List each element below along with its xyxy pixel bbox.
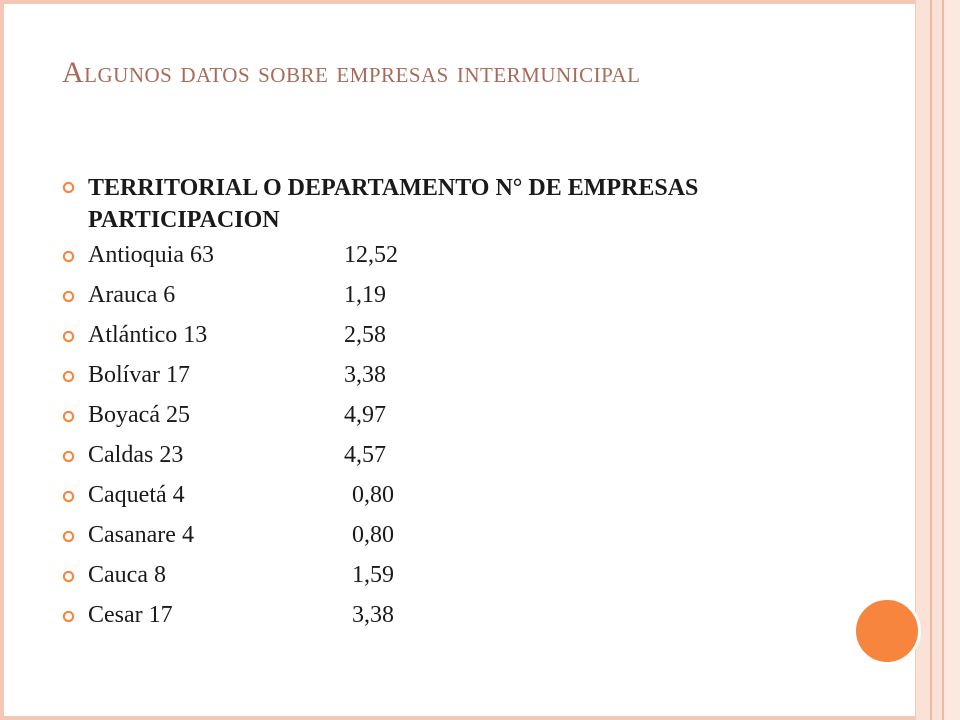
department-count: Caldas 23	[88, 442, 184, 468]
ring-bullet-icon	[62, 490, 75, 503]
ring-bullet-icon	[62, 610, 75, 623]
list-item	[62, 282, 822, 308]
list-header	[62, 172, 822, 236]
participation-value: 2,58	[344, 322, 386, 348]
department-count: Caquetá 4	[88, 482, 185, 508]
list-item	[62, 242, 822, 268]
participation-value: 12,52	[344, 242, 398, 268]
department-count: Casanare 4	[88, 522, 194, 548]
list-item	[62, 442, 822, 468]
list-item	[62, 562, 822, 588]
department-count: Cauca 8	[88, 562, 166, 588]
list-item	[62, 602, 822, 628]
accent-circle-icon	[853, 597, 921, 665]
bullet-list	[62, 172, 822, 642]
participation-value: 4,97	[344, 402, 386, 428]
participation-value: 0,80	[352, 482, 394, 508]
department-count: Boyacá 25	[88, 402, 190, 428]
decorative-band	[944, 0, 960, 720]
header-text: TERRITORIAL O DEPARTAMENTO N° DE EMPRESAS PARTICIPACION	[88, 175, 699, 233]
ring-bullet-icon	[62, 330, 75, 343]
ring-bullet-icon	[62, 181, 75, 194]
ring-bullet-icon	[62, 290, 75, 303]
ring-bullet-icon	[62, 410, 75, 423]
ring-bullet-icon	[62, 250, 75, 263]
participation-value: 1,19	[344, 282, 386, 308]
department-count: Bolívar 17	[88, 362, 190, 388]
ring-bullet-icon	[62, 450, 75, 463]
ring-bullet-icon	[62, 570, 75, 583]
participation-value: 3,38	[352, 602, 394, 628]
list-item	[62, 402, 822, 428]
decorative-band	[916, 0, 930, 720]
participation-value: 4,57	[344, 442, 386, 468]
list-item	[62, 482, 822, 508]
list-item	[62, 522, 822, 548]
list-item	[62, 322, 822, 348]
department-count: Atlántico 13	[88, 322, 208, 348]
ring-bullet-icon	[62, 370, 75, 383]
department-count: Cesar 17	[88, 602, 173, 628]
participation-value: 0,80	[352, 522, 394, 548]
decorative-band	[932, 0, 942, 720]
participation-value: 3,38	[344, 362, 386, 388]
department-count: Arauca 6	[88, 282, 176, 308]
list-item	[62, 362, 822, 388]
participation-value: 1,59	[352, 562, 394, 588]
department-count: Antioquia 63	[88, 242, 214, 268]
ring-bullet-icon	[62, 530, 75, 543]
slide-title: Algunos datos sobre empresas intermunicipal	[62, 56, 641, 89]
